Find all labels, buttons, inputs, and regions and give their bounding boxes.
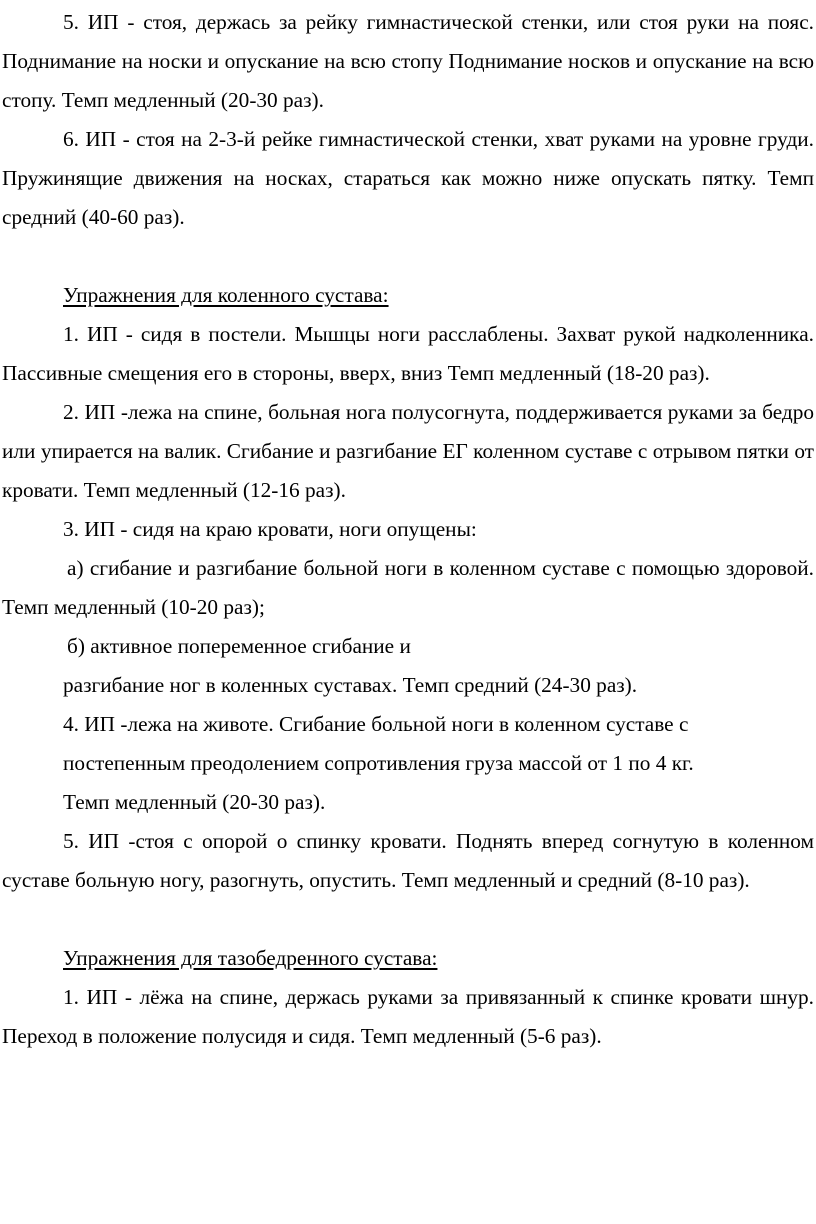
knee-exercise-1: 1. ИП - сидя в постели. Мышцы ноги расслаблены. Захват рукой надколенника. Пассивные смещения его в стороны, вверх, вниз Темп медленный (18-20 раз). — [2, 322, 814, 385]
knee-exercise-3a: а) сгибание и разгибание больной ноги в коленном суставе с помощью здоровой. Темп медленный (10-20 раз); — [2, 556, 814, 619]
ankle-exercise-5: 5. ИП - стоя, держась за рейку гимнастической стенки, или стоя руки на пояс. Поднимание на носки и опускание на всю стопу Поднимание носков и опускание на всю стопу. Темп медленный (20-30 раз). — [2, 10, 814, 112]
knee-exercise-5: 5. ИП -стоя с опорой о спинку кровати. Поднять вперед согнутую в коленном суставе больную ногу, разогнуть, опустить. Темп медленный и средний (8-10 раз). — [2, 829, 814, 892]
knee-exercise-3b-line2: разгибание ног в коленных суставах. Темп средний (24-30 раз). — [63, 673, 638, 697]
hip-exercise-1: 1. ИП - лёжа на спине, держась руками за привязанный к спинке кровати шнур. Переход в положение полусидя и сидя. Темп медленный (5-6 раз). — [2, 985, 814, 1048]
knee-section-heading: Упражнения для коленного сустава: — [63, 283, 389, 307]
knee-exercise-4-line3: Темп медленный (20-30 раз). — [63, 790, 326, 814]
ankle-exercise-6: 6. ИП - стоя на 2-3-й рейке гимнастической стенки, хват руками на уровне груди. Пружинящие движения на носках, стараться как можно ниже опускать пятку. Темп средний (40-60 раз). — [2, 127, 814, 229]
knee-exercise-3-intro: 3. ИП - сидя на краю кровати, ноги опущены: — [63, 517, 477, 541]
knee-exercise-4-line2: постепенным преодолением сопротивления груза массой от 1 по 4 кг. — [63, 751, 694, 775]
knee-exercise-3b-line1: б) активное попеременное сгибание и — [67, 634, 411, 658]
knee-exercise-4-line1: 4. ИП -лежа на животе. Сгибание больной ноги в коленном суставе с — [63, 712, 689, 736]
knee-exercise-2: 2. ИП -лежа на спине, больная нога полусогнута, поддерживается руками за бедро или упирается на валик. Сгибание и разгибание ЕГ коленном суставе с отрывом пятки от кровати. Темп медленный (12-16 раз). — [2, 400, 814, 502]
hip-section-heading: Упражнения для тазобедренного сустава: — [63, 946, 438, 970]
